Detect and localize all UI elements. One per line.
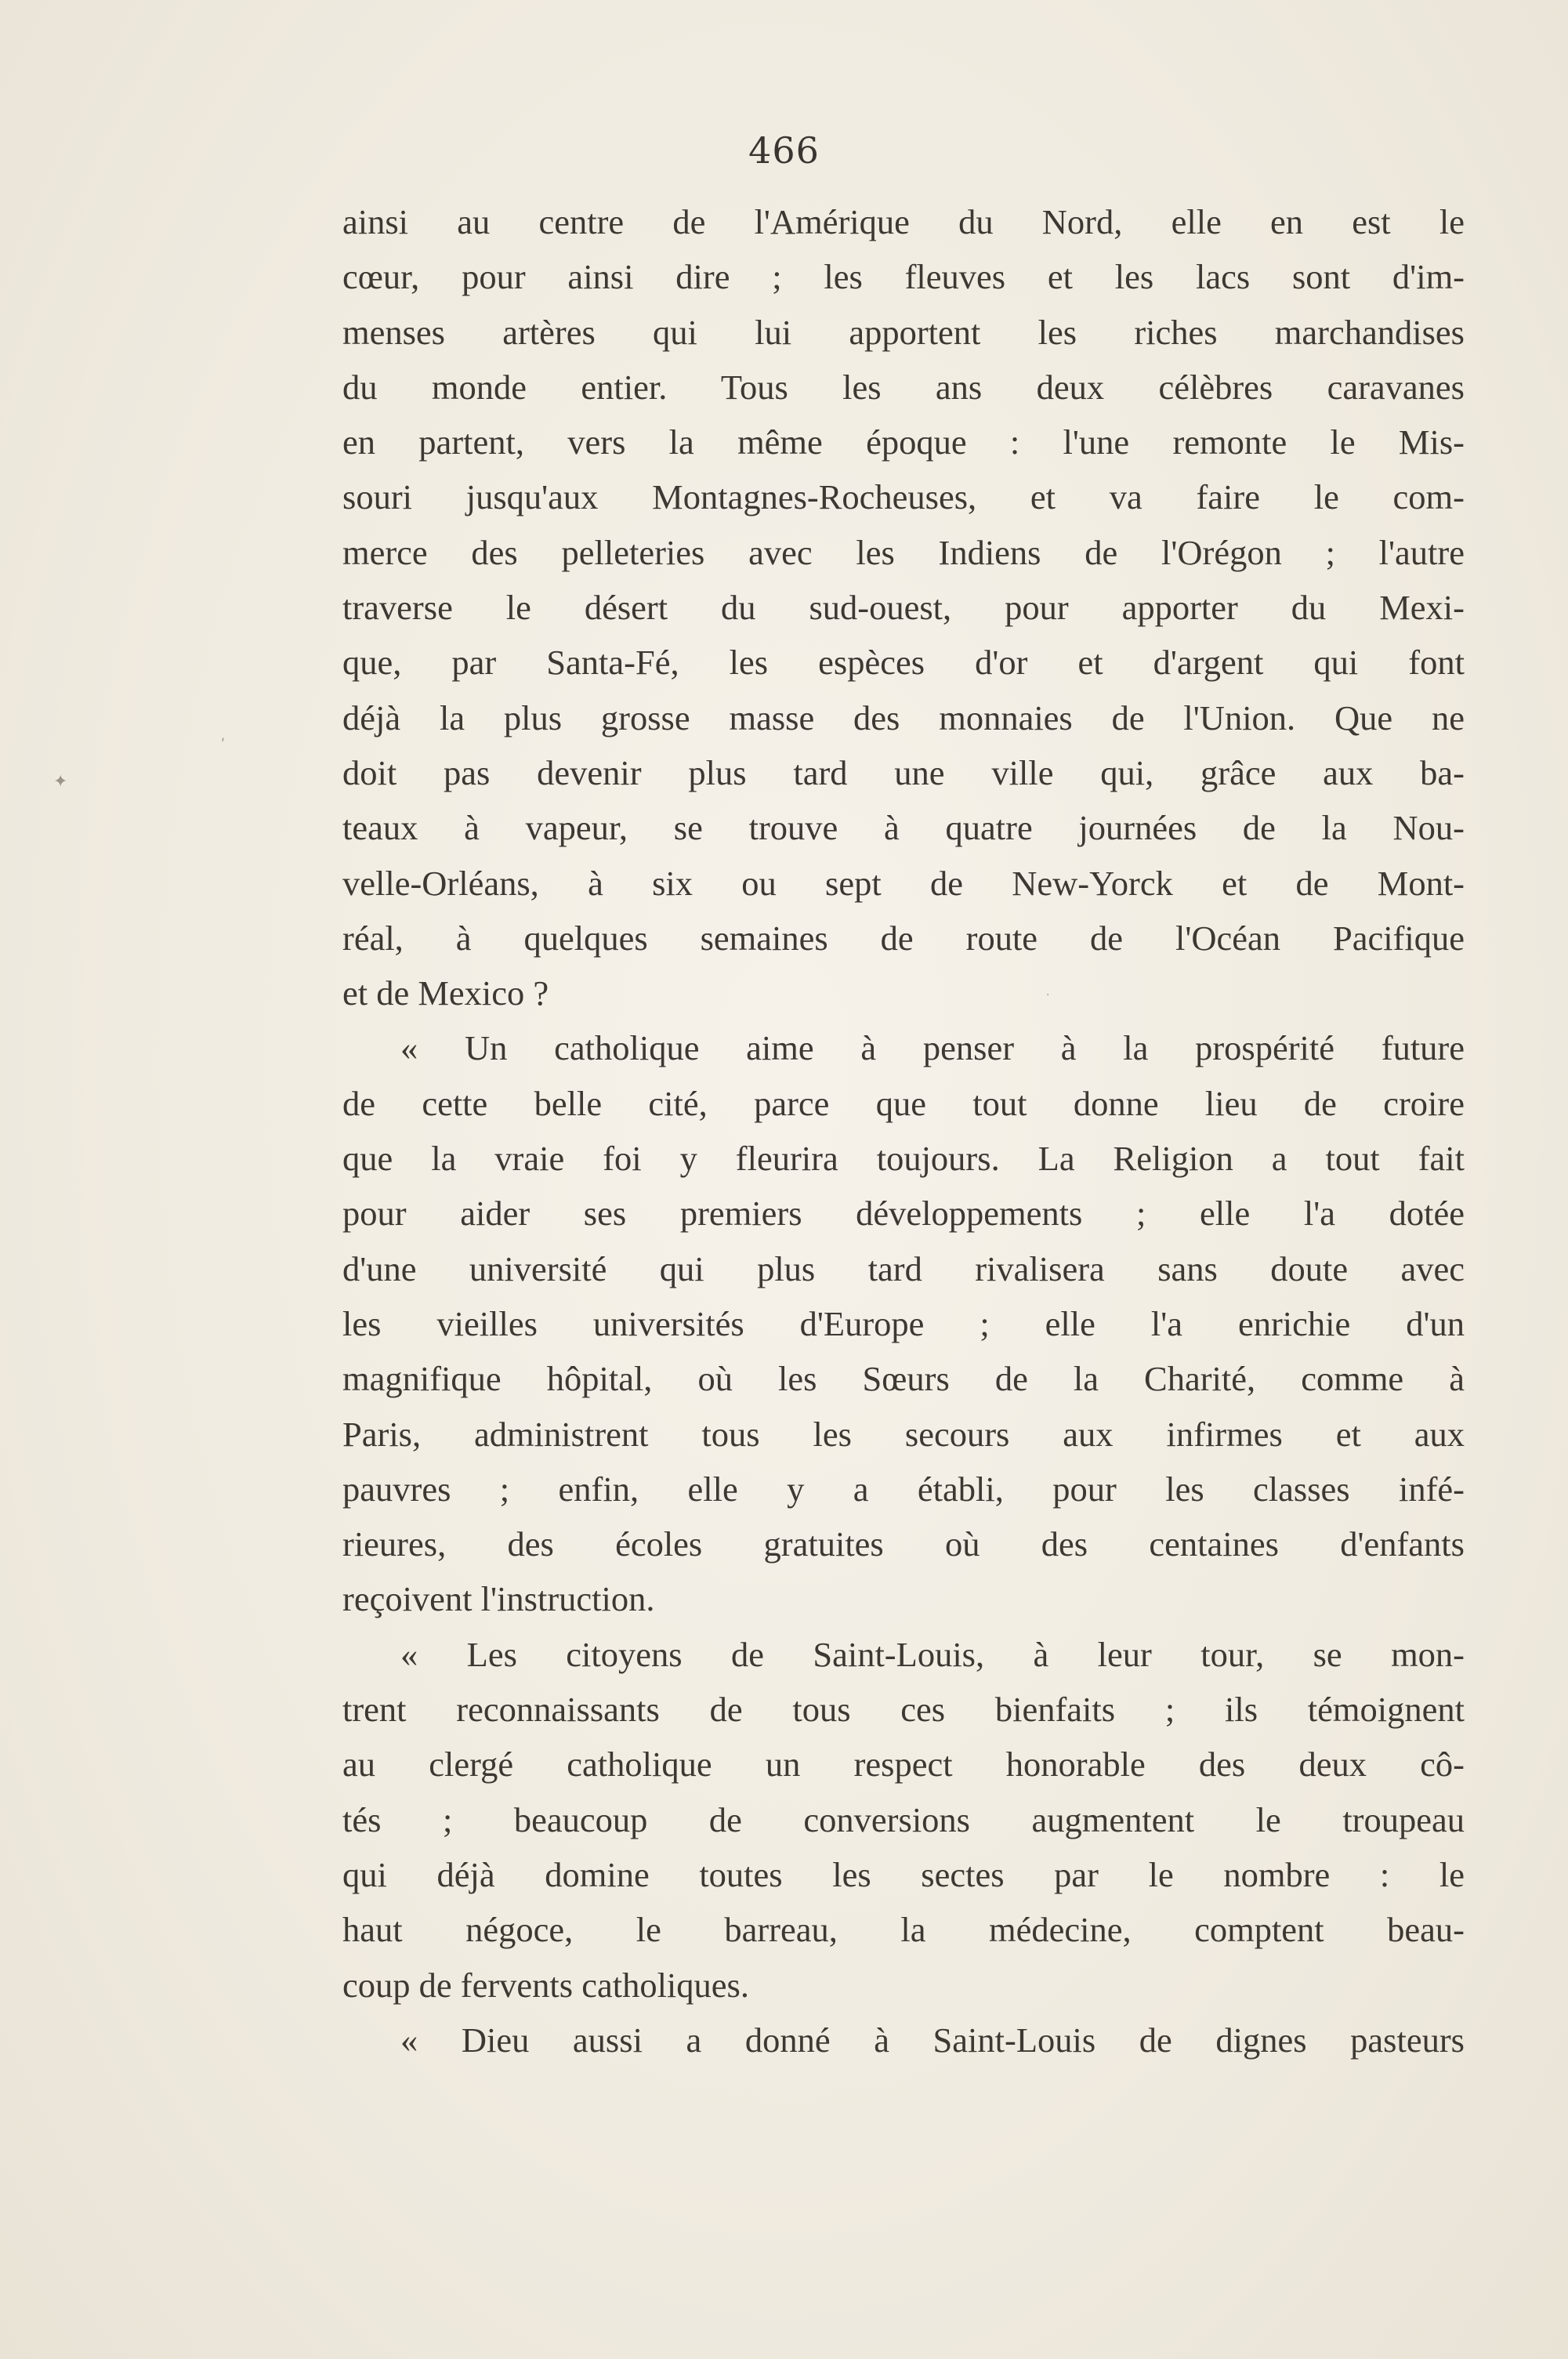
text-line: menses artères qui lui apportent les riches marchandises (342, 312, 1465, 352)
text-line: de cette belle cité, parce que tout donne lieu de croire (342, 1083, 1465, 1123)
text-line: les vieilles universités d'Europe ; elle l'a enrichie d'un (342, 1303, 1465, 1343)
text-line: trent reconnaissants de tous ces bienfaits ; ils témoignent (342, 1690, 1465, 1730)
text-line: souri jusqu'aux Montagnes-Rocheuses, et va faire le com- (342, 477, 1465, 517)
text-line: au clergé catholique un respect honorable des deux cô- (342, 1745, 1465, 1785)
text-line: que la vraie foi y fleurira toujours. La Religion a tout fait (342, 1139, 1465, 1179)
text-line: magnifique hôpital, où les Sœurs de la Charité, comme à (342, 1359, 1465, 1399)
body-text (342, 194, 1465, 2067)
text-line: réal, à quelques semaines de route de l'Océan Pacifique (342, 918, 1465, 958)
text-line: merce des pelleteries avec les Indiens de l'Orégon ; l'autre (342, 532, 1465, 572)
text-line: pour aider ses premiers développements ; elle l'a dotée (342, 1194, 1465, 1234)
paragraph-start-line: « Dieu aussi a donné à Saint-Louis de dignes pasteurs (400, 2020, 1465, 2060)
text-line: cœur, pour ainsi dire ; les fleuves et les lacs sont d'im- (342, 257, 1465, 297)
text-line: rieures, des écoles gratuites où des centaines d'enfants (342, 1524, 1465, 1564)
text-line: du monde entier. Tous les ans deux célèbres caravanes (342, 367, 1465, 407)
text-line: Paris, administrent tous les secours aux infirmes et aux (342, 1414, 1465, 1454)
text-line: d'une université qui plus tard rivalisera sans doute avec (342, 1248, 1465, 1288)
text-line: doit pas devenir plus tard une ville qui, grâce aux ba- (342, 752, 1465, 792)
text-line: tés ; beaucoup de conversions augmentent le troupeau (342, 1799, 1465, 1839)
text-line: qui déjà domine toutes les sectes par le nombre : le (342, 1854, 1465, 1894)
text-line: en partent, vers la même époque : l'une remonte le Mis- (342, 422, 1465, 462)
paper-speck: ✦ (53, 772, 68, 792)
text-line: coup de fervents catholiques. (342, 1965, 749, 2005)
paragraph-start-line: « Un catholique aime à penser à la prospérité future (400, 1028, 1465, 1068)
text-line: pauvres ; enfin, elle y a établi, pour les classes infé- (342, 1469, 1465, 1509)
text-line: ainsi au centre de l'Amérique du Nord, elle en est le (342, 202, 1465, 241)
text-line: haut négoce, le barreau, la médecine, comptent beau- (342, 1910, 1465, 1950)
text-line: traverse le désert du sud-ouest, pour apporter du Mexi- (342, 588, 1465, 628)
text-line: et de Mexico ? (342, 973, 549, 1013)
paragraph-start-line: « Les citoyens de Saint-Louis, à leur tour, se mon- (400, 1634, 1465, 1674)
paper-speck: ʹ (221, 737, 226, 753)
text-line: que, par Santa-Fé, les espèces d'or et d'argent qui font (342, 643, 1465, 683)
text-line: velle-Orléans, à six ou sept de New-Yorck et de Mont- (342, 863, 1465, 903)
page-number: 466 (748, 129, 820, 172)
text-line: déjà la plus grosse masse des monnaies de l'Union. Que ne (342, 698, 1465, 737)
paper-speck: · (1046, 989, 1050, 1002)
text-line: teaux à vapeur, se trouve à quatre journées de la Nou- (342, 808, 1465, 848)
text-line: reçoivent l'instruction. (342, 1579, 655, 1619)
